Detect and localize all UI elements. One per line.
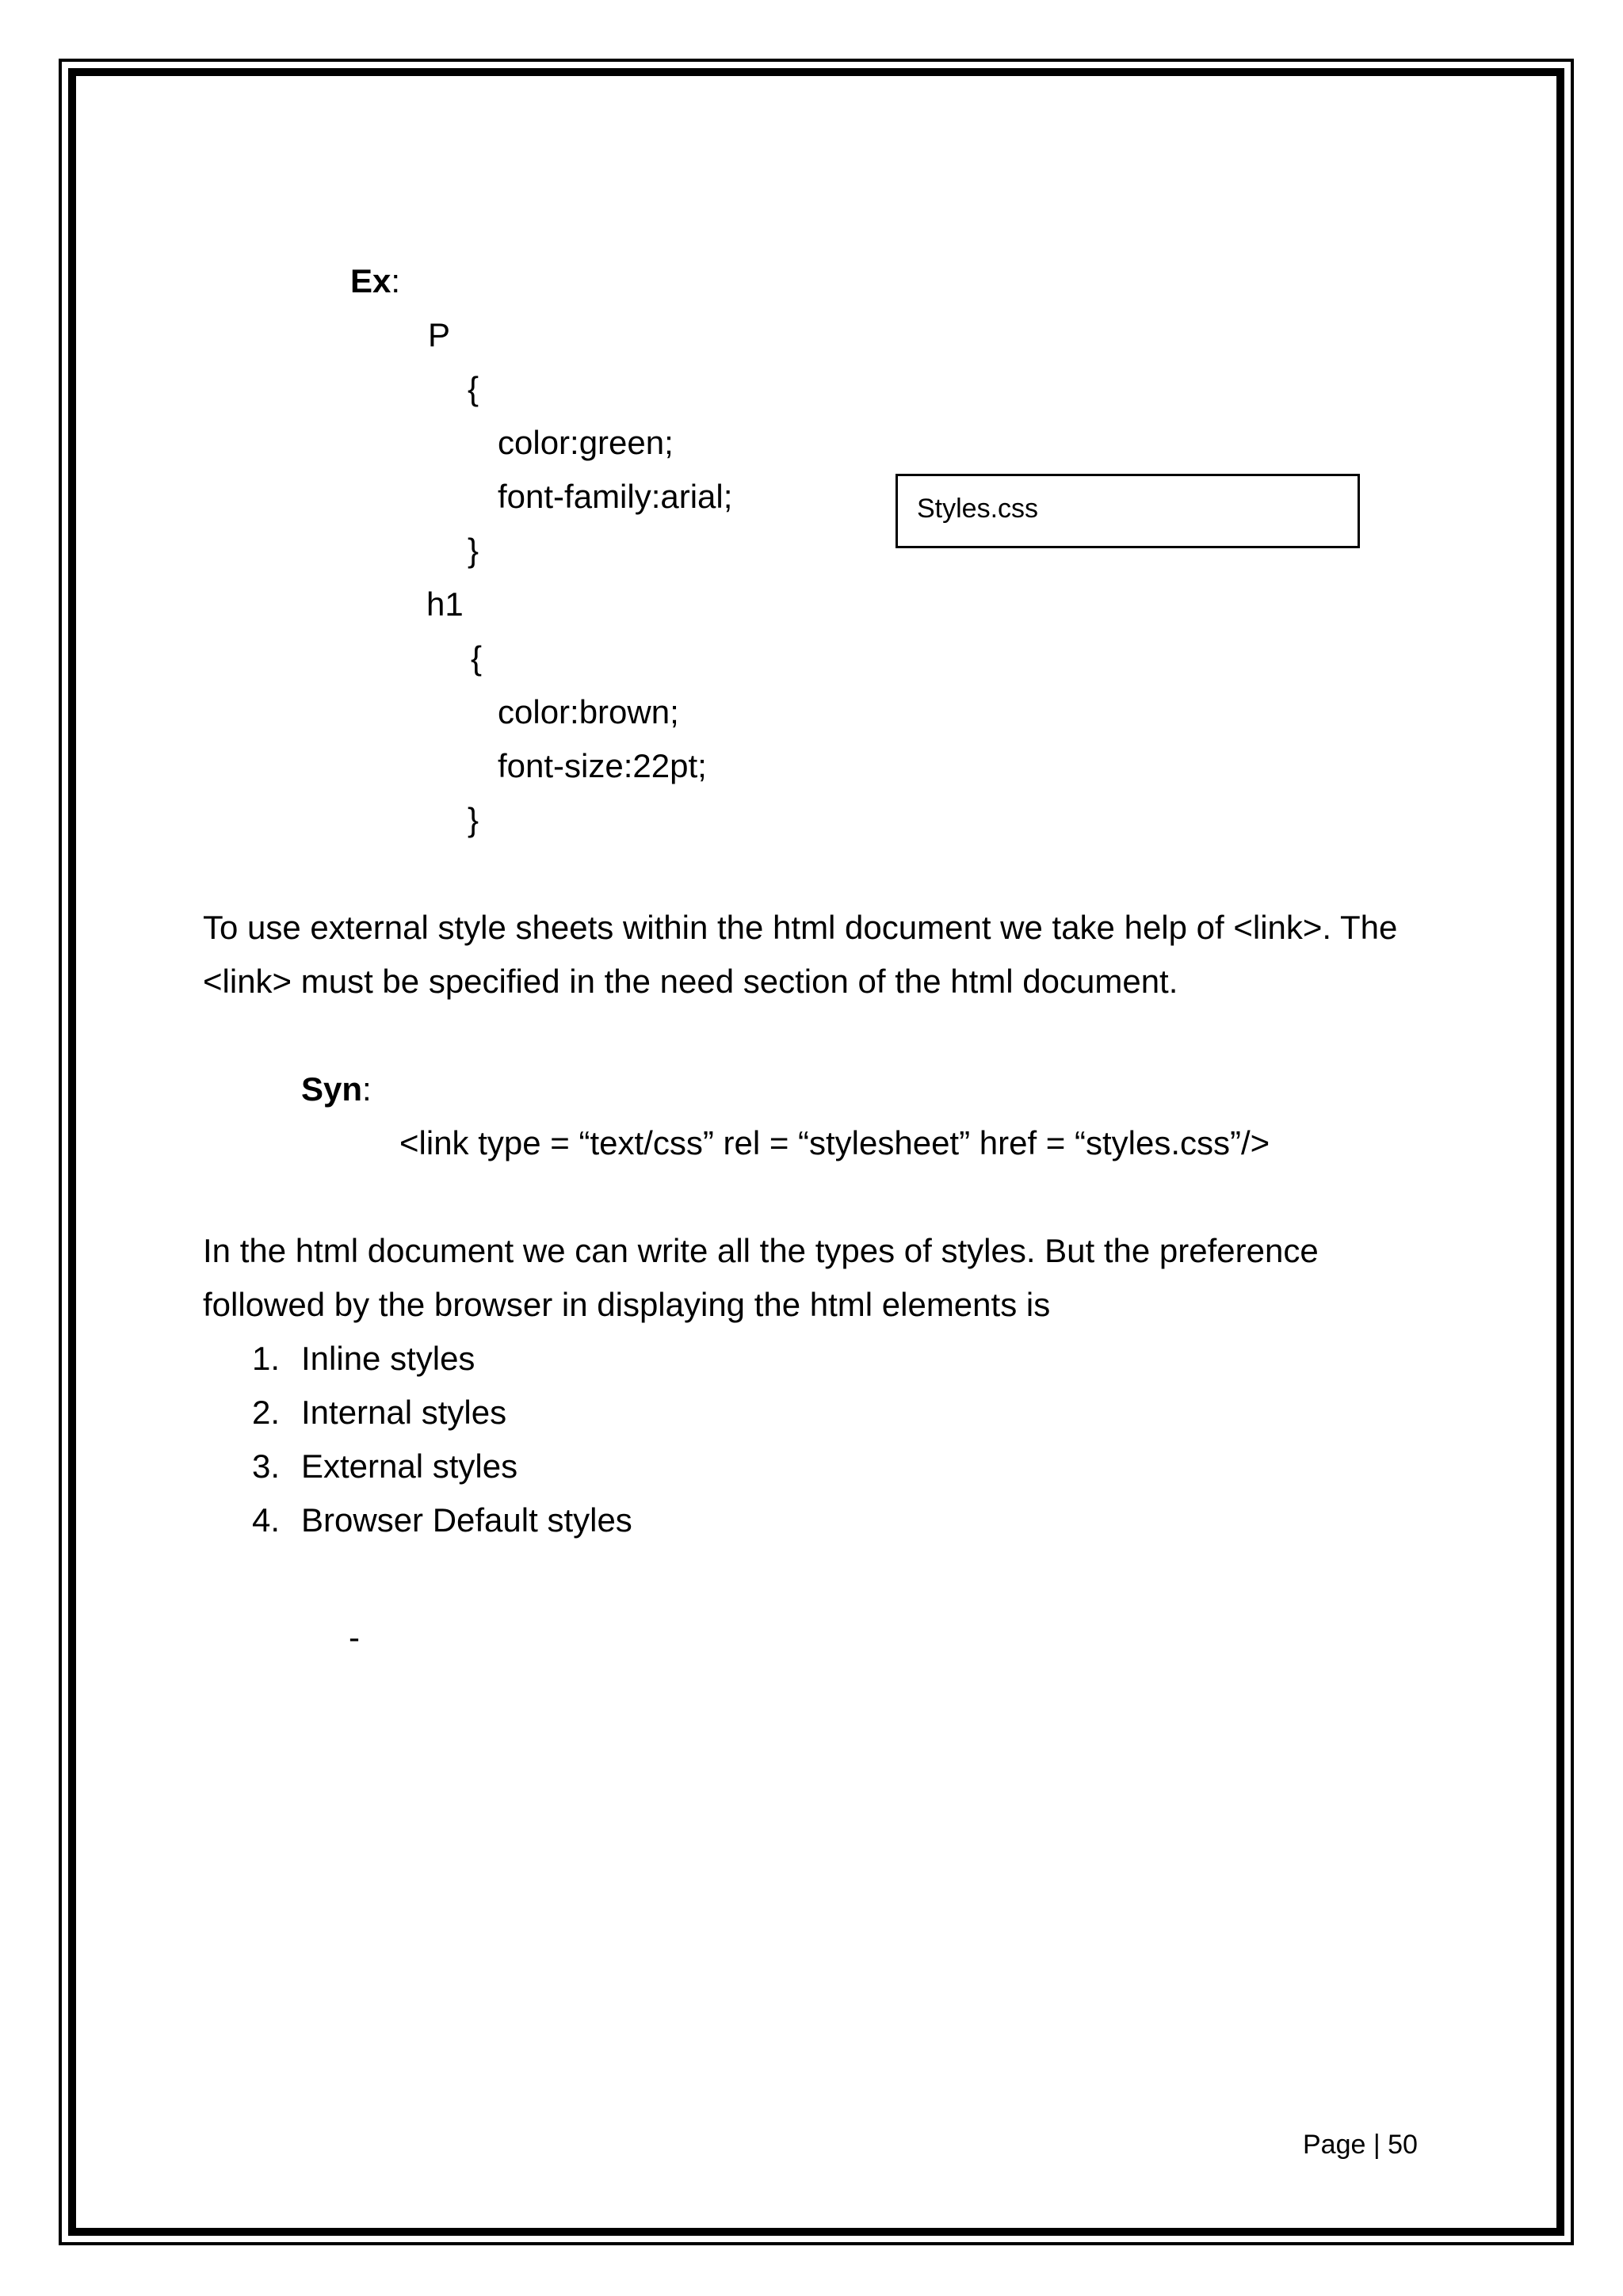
list-item-number: 1.	[252, 1340, 281, 1377]
example-label: Ex	[350, 262, 391, 299]
stray-dash: -	[349, 1619, 360, 1656]
caption-text: Styles.css	[917, 494, 1039, 524]
paragraph-1-line-1: To use external style sheets within the html document we take help of <link>. The	[203, 909, 1398, 946]
syntax-colon: :	[362, 1070, 372, 1108]
list-item: Browser Default styles	[301, 1501, 632, 1539]
paragraph-2-line-2: followed by the browser in displaying the html elements is	[203, 1286, 1051, 1323]
code-line: color:brown;	[498, 693, 679, 730]
list-item: Internal styles	[301, 1394, 507, 1431]
code-line: h1	[426, 585, 464, 623]
syntax-heading	[301, 1070, 372, 1108]
syntax-label: Syn	[301, 1070, 363, 1108]
styles-css-caption-box	[896, 474, 1360, 548]
example-heading	[350, 262, 401, 299]
syntax-code: <link type = “text/css” rel = “stylesheet” href = “styles.css”/>	[399, 1124, 1270, 1161]
code-line: }	[468, 801, 479, 838]
code-line: color:green;	[498, 424, 674, 461]
code-line: font-family:arial;	[498, 478, 733, 515]
list-item-number: 3.	[252, 1447, 281, 1485]
paragraph-2-line-1: In the html document we can write all the types of styles. But the preference	[203, 1232, 1319, 1269]
list-item: Inline styles	[301, 1340, 475, 1377]
code-line: {	[468, 370, 479, 407]
code-line: font-size:22pt;	[498, 747, 707, 784]
paragraph-1-line-2: <link> must be specified in the need section of the html document.	[203, 963, 1178, 1000]
code-line: }	[468, 532, 479, 569]
list-item: External styles	[301, 1447, 518, 1485]
example-colon: :	[391, 262, 401, 299]
list-item-number: 4.	[252, 1501, 281, 1539]
page-number-footer: Page | 50	[1303, 2130, 1418, 2160]
code-line: {	[471, 639, 483, 677]
code-line: P	[428, 316, 451, 353]
list-item-number: 2.	[252, 1394, 281, 1431]
